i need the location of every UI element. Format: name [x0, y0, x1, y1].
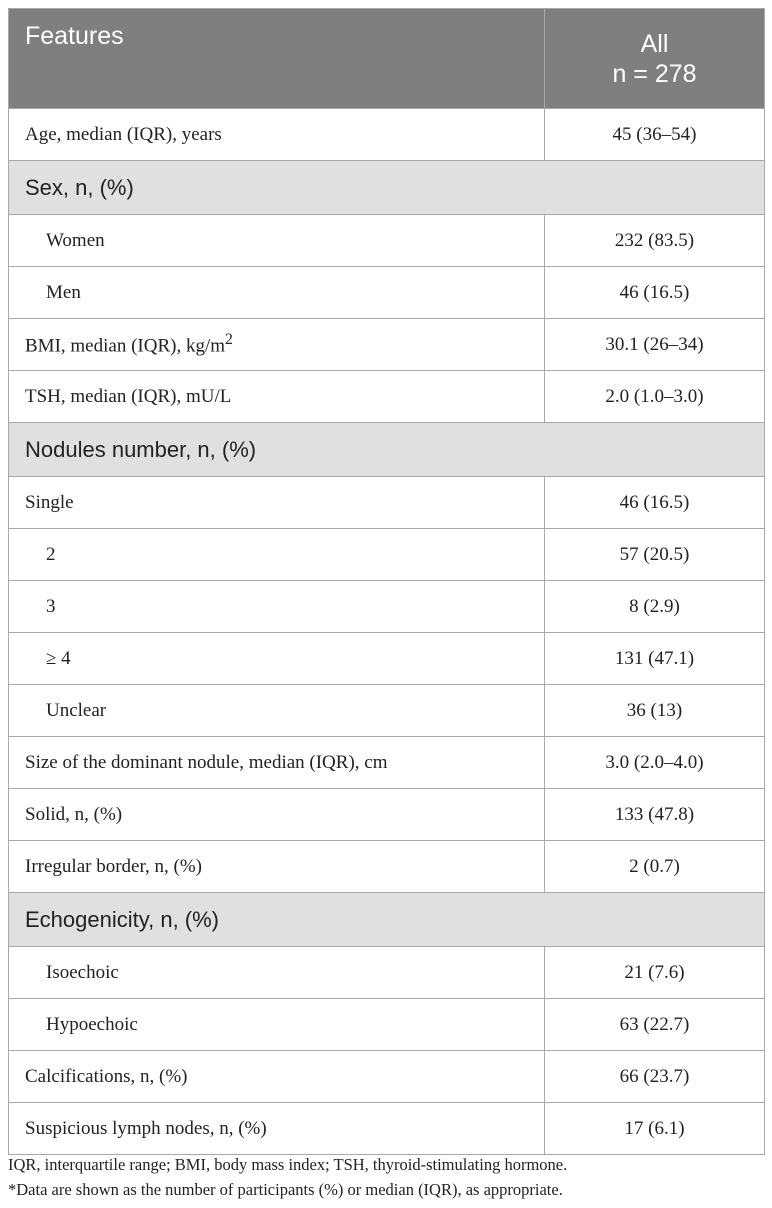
row-label	[9, 947, 545, 999]
table-row	[9, 319, 765, 371]
row-label-text: Hypoechoic	[46, 1013, 138, 1035]
row-label-text: Solid, n, (%)	[25, 803, 123, 825]
row-label	[9, 529, 545, 581]
row-label	[9, 1051, 545, 1103]
table-row	[9, 477, 765, 529]
row-label-text: Calcifications, n, (%)	[25, 1065, 188, 1087]
row-label-text: Single	[25, 491, 74, 513]
row-label	[9, 215, 545, 267]
footnote-data-note: *Data are shown as the number of participants (%) or median (IQR), as appropriate.	[8, 1180, 563, 1199]
row-label	[9, 841, 545, 893]
table-row	[9, 1051, 765, 1103]
row-label	[9, 267, 545, 319]
section-label: Echogenicity, n, (%)	[9, 893, 765, 947]
table-row	[9, 633, 765, 685]
row-label	[9, 633, 545, 685]
footnote-abbreviations: IQR, interquartile range; BMI, body mass index; TSH, thyroid-stimulating hormone.	[8, 1155, 568, 1174]
row-value: 2.0 (1.0–3.0)	[545, 371, 765, 423]
row-value: 133 (47.8)	[545, 789, 765, 841]
table-row	[9, 685, 765, 737]
table-header-row	[9, 9, 765, 109]
row-label	[9, 319, 545, 371]
table-body	[9, 109, 765, 1155]
row-value: 46 (16.5)	[545, 267, 765, 319]
row-label	[9, 789, 545, 841]
row-label	[9, 737, 545, 789]
row-label	[9, 477, 545, 529]
section-row	[9, 893, 765, 947]
table-row	[9, 789, 765, 841]
section-row	[9, 423, 765, 477]
row-label-text: 2	[46, 543, 56, 565]
section-row	[9, 161, 765, 215]
table-row	[9, 529, 765, 581]
table-row	[9, 267, 765, 319]
row-label	[9, 109, 545, 161]
row-label-text: 3	[46, 595, 56, 617]
row-value: 63 (22.7)	[545, 999, 765, 1051]
row-value: 66 (23.7)	[545, 1051, 765, 1103]
section-label: Nodules number, n, (%)	[9, 423, 765, 477]
row-label-text: Unclear	[46, 699, 107, 721]
row-value: 57 (20.5)	[545, 529, 765, 581]
table-row	[9, 581, 765, 633]
row-label	[9, 685, 545, 737]
table-row	[9, 999, 765, 1051]
table-row	[9, 1103, 765, 1155]
row-label-text: Men	[46, 281, 81, 303]
row-label-text: BMI, median (IQR), kg/m	[25, 335, 226, 357]
row-label	[9, 371, 545, 423]
row-label-text: Age, median (IQR), years	[25, 123, 222, 145]
characteristics-table	[8, 8, 765, 1155]
row-value: 30.1 (26–34)	[545, 319, 765, 371]
row-label	[9, 1103, 545, 1155]
header-features: Features	[9, 9, 545, 109]
row-value: 8 (2.9)	[545, 581, 765, 633]
row-value: 46 (16.5)	[545, 477, 765, 529]
table-row	[9, 215, 765, 267]
row-value: 3.0 (2.0–4.0)	[545, 737, 765, 789]
table-row	[9, 947, 765, 999]
row-label-text: ≥ 4	[46, 647, 71, 669]
table-row	[9, 841, 765, 893]
row-label-text: Isoechoic	[46, 961, 119, 983]
row-label	[9, 581, 545, 633]
row-label-superscript: 2	[225, 331, 233, 349]
header-all	[545, 9, 765, 109]
row-value: 36 (13)	[545, 685, 765, 737]
header-all-label: All	[640, 29, 669, 58]
row-value: 232 (83.5)	[545, 215, 765, 267]
row-label-text: Size of the dominant nodule, median (IQR), cm	[25, 751, 388, 773]
row-value: 17 (6.1)	[545, 1103, 765, 1155]
row-label-text: Irregular border, n, (%)	[25, 855, 203, 877]
row-label	[9, 999, 545, 1051]
table-row	[9, 737, 765, 789]
row-label-text: Suspicious lymph nodes, n, (%)	[25, 1117, 267, 1139]
table-row	[9, 109, 765, 161]
row-value: 45 (36–54)	[545, 109, 765, 161]
row-value: 131 (47.1)	[545, 633, 765, 685]
row-value: 2 (0.7)	[545, 841, 765, 893]
row-label-text: Women	[46, 229, 105, 251]
row-value: 21 (7.6)	[545, 947, 765, 999]
table-row	[9, 371, 765, 423]
header-all-count: n = 278	[612, 59, 697, 88]
row-label-text: TSH, median (IQR), mU/L	[25, 385, 232, 407]
table-footnotes	[8, 1152, 768, 1202]
section-label: Sex, n, (%)	[9, 161, 765, 215]
